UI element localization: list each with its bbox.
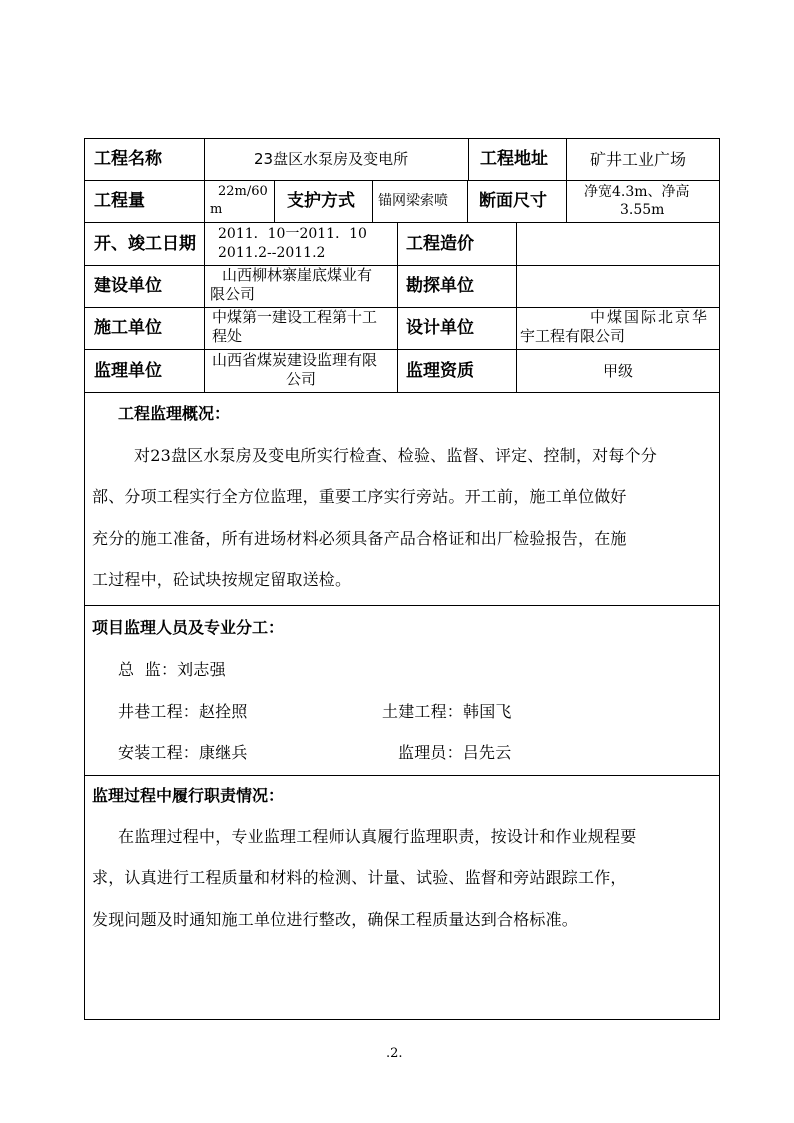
- page-number: .2.: [386, 1046, 403, 1061]
- overview-line-3: 充分的施工准备，所有进场材料必须具备产品合格证和出厂检验报告，在施: [92, 529, 627, 548]
- row-divider: [84, 265, 720, 266]
- duties-line-2: 求，认真进行工程质量和材料的检测、计量、试验、监督和旁站跟踪工作，: [92, 868, 627, 887]
- installation-engineering-staff: 安装工程：康继兵: [118, 743, 248, 762]
- column-divider: [274, 180, 275, 222]
- overview-line-4: 工过程中，砼试块按规定留取送检。: [92, 570, 352, 589]
- column-divider: [566, 138, 567, 222]
- project-name-value: 23盘区水泵房及变电所: [254, 150, 409, 168]
- duties-title: 监理过程中履行职责情况：: [92, 786, 285, 805]
- column-divider: [467, 180, 468, 222]
- quantity-value-line1: 22m/60: [218, 184, 268, 199]
- section-divider: [84, 775, 720, 776]
- shaft-engineering-staff: 井巷工程：赵拴照: [118, 702, 248, 721]
- project-address-value: 矿井工业广场: [590, 150, 687, 169]
- start-end-date-line2: 2011.2--2011.2: [218, 245, 326, 261]
- duties-line-3: 发现问题及时通知施工单位进行整改，确保工程质量达到合格标准。: [92, 910, 579, 929]
- row-divider: [84, 222, 720, 223]
- supervision-unit-line1: 山西省煤炭建设监理有限: [212, 351, 378, 369]
- contractor-line2: 程处: [212, 327, 243, 345]
- chief-supervisor: 总 监：刘志强: [118, 660, 226, 679]
- support-method-label: 支护方式: [287, 191, 355, 211]
- supervision-qualification-label: 监理资质: [406, 361, 474, 381]
- owner-unit-line2: 限公司: [210, 285, 256, 303]
- section-size-line1: 净宽4.3m、净高: [584, 184, 690, 200]
- column-divider: [204, 138, 205, 392]
- supervision-qualification-value: 甲级: [603, 362, 634, 380]
- overview-line-1: 对23盘区水泵房及变电所实行检查、检验、监督、评定、控制，对每个分: [134, 446, 657, 465]
- row-divider: [84, 349, 720, 350]
- quantity-label: 工程量: [94, 191, 145, 211]
- start-end-date-label: 开、竣工日期: [94, 234, 196, 254]
- staff-title: 项目监理人员及专业分工：: [92, 618, 285, 637]
- supervision-unit-label: 监理单位: [94, 361, 162, 381]
- support-method-value: 锚网梁索喷: [378, 193, 448, 209]
- column-divider: [468, 138, 469, 180]
- contractor-line1: 中煤第一建设工程第十工: [212, 308, 378, 326]
- section-divider: [84, 605, 720, 606]
- section-size-line2: 3.55m: [620, 202, 665, 218]
- quantity-value-line2: m: [210, 202, 223, 217]
- section-size-label: 断面尺寸: [479, 191, 547, 211]
- duties-line-1: 在监理过程中，专业监理工程师认真履行监理职责，按设计和作业规程要: [118, 827, 637, 846]
- survey-unit-label: 勘探单位: [406, 276, 474, 296]
- column-divider: [516, 222, 517, 392]
- owner-unit-label: 建设单位: [94, 276, 162, 296]
- contractor-label: 施工单位: [94, 318, 162, 338]
- start-end-date-line1: 2011．10一2011．10: [218, 226, 367, 242]
- design-unit-label: 设计单位: [406, 318, 474, 338]
- row-divider: [84, 392, 720, 393]
- design-unit-line2: 宇工程有限公司: [520, 327, 626, 345]
- supervision-unit-line2: 公司: [286, 370, 317, 388]
- column-divider: [397, 222, 398, 392]
- civil-engineering-staff: 土建工程：韩国飞: [382, 702, 512, 721]
- project-cost-label: 工程造价: [406, 234, 474, 254]
- column-divider: [372, 180, 373, 222]
- overview-title: 工程监理概况：: [118, 404, 231, 423]
- project-name-label: 工程名称: [94, 149, 162, 169]
- overview-line-2: 部、分项工程实行全方位监理，重要工序实行旁站。开工前，施工单位做好: [92, 487, 627, 506]
- project-address-label: 工程地址: [480, 149, 548, 169]
- design-unit-line1: 中煤国际北京华: [590, 308, 710, 326]
- owner-unit-line1: 山西柳林寨崖底煤业有: [222, 266, 373, 284]
- supervisor-staff: 监理员：吕先云: [398, 743, 512, 762]
- row-divider: [84, 180, 720, 181]
